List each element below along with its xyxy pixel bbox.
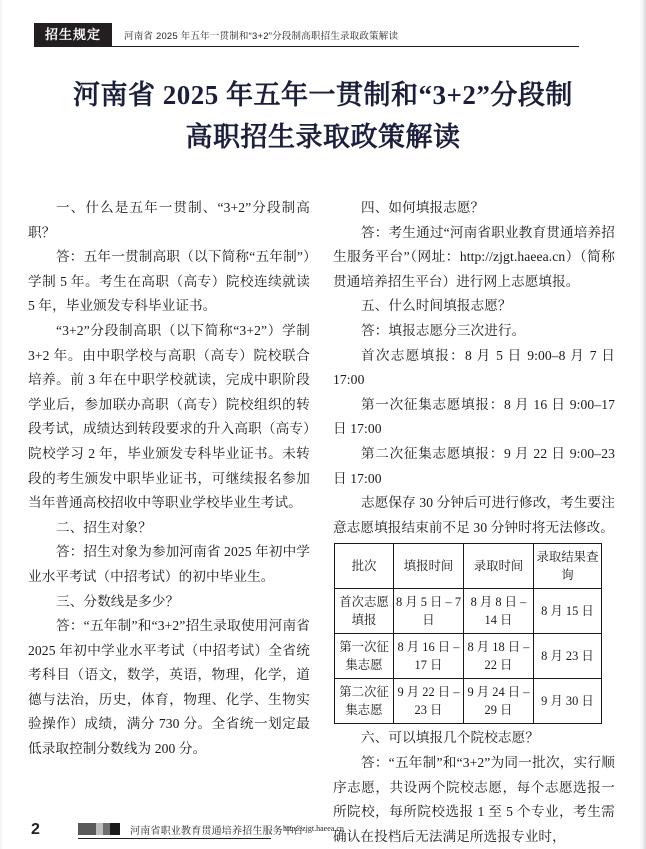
table-cell-admit-time: 9 月 24 日 – 29 日: [464, 679, 534, 724]
table-row: [335, 589, 602, 634]
table-cell-apply-time: 8 月 5 日 – 7 日: [394, 589, 464, 634]
footer-bar-decoration: [78, 823, 120, 835]
paragraph-q3: 三、分数线是多少？: [56, 593, 180, 609]
running-head: [34, 23, 579, 47]
running-head-badge: 招生规定: [34, 23, 112, 47]
paragraph-a1b: “3+2”分段制高职（以下简称“3+2”）学制 3+2 年。由中职学校与高职（高专）院校联合培养。前 3 年在中职学校就读，完成中职阶段学业后，参加联办高职（高专）院校组织的转段考试，成绩达到转段要求的升入高职（高专）院校学习 2 年，毕业颁发专科毕业证书。未转段的考生颁发中职毕业证书，可继续报名参加当年普通高校招收中等职业学校毕业生考试。: [28, 322, 310, 511]
footer-bar-segment-4: [110, 823, 120, 835]
table-cell-result-query: 9 月 30 日: [534, 679, 602, 724]
schedule-table-wrapper: [333, 543, 615, 724]
paragraph-q4: 四、如何填报志愿？: [361, 200, 485, 215]
table-cell-batch: 第一次征集志愿: [335, 634, 394, 679]
table-header-result-query: 录取结果查询: [534, 544, 602, 589]
running-head-rule: [34, 46, 579, 47]
table-header-batch: 批次: [335, 544, 394, 589]
table-row: [335, 679, 602, 724]
table-cell-apply-time: 8 月 16 日 – 17 日: [394, 634, 464, 679]
paragraph-a4: 答：考生通过“河南省职业教育贯通培养招生服务平台”（网址：http://zjgt.haeea.cn）（简称贯通培养招生平台）进行网上志愿填报。: [333, 224, 615, 289]
paragraph-schedule-second: 第一次征集志愿填报：8 月 16 日 9:00–17 日 17:00: [333, 396, 615, 437]
table-cell-batch: 第二次征集志愿: [335, 679, 394, 724]
paragraph-q6: 六、可以填报几个院校志愿？: [361, 730, 540, 746]
table-cell-batch: 首次志愿填报: [335, 589, 394, 634]
table-cell-result-query: 8 月 23 日: [534, 634, 602, 679]
running-head-title: 河南省 2025 年五年一贯制和“3+2”分段制高职招生录取政策解读: [124, 31, 399, 42]
page-footer: [0, 811, 646, 849]
paragraph-a3: 答：“五年制”和“3+2”招生录取使用河南省 2025 年初中学业水平考试（中招考试）全省统考科目（语文，数学，英语，物理，化学，道德与法治，历史，体育，物理、化学、生物实验操作）成绩，满分 730 分。全省统一划定最低录取控制分数线为 200 分。: [28, 618, 310, 757]
paragraph-a1: 答：五年一贯制高职（以下简称“五年制”）学制 5 年。考生在高职（高专）院校连续就读 5 年，毕业颁发专科毕业证书。: [28, 249, 310, 314]
paragraph-a6: 答：“五年制”和“3+2”为同一批次，实行顺序志愿，共设两个院校志愿，每个志愿选报一所院校，每所院校选报 1 至 5 个专业，考生需确认在投档后无法满足所选报专业时，: [333, 754, 615, 844]
body-columns: [0, 196, 646, 844]
page-number: 2: [31, 821, 40, 838]
page-title-line-1: 河南省 2025 年五年一贯制和“3+2”分段制: [73, 80, 573, 110]
footer-bar-segment-1: [78, 823, 96, 835]
right-column: [333, 196, 615, 849]
paragraph-schedule-third: 第二次征集志愿填报：9 月 22 日 9:00–23 日 17:00: [333, 445, 615, 486]
paragraph-a2: 答：招生对象为参加河南省 2025 年初中学业水平考试（中招考试）的初中毕业生。: [28, 544, 310, 584]
paragraph-save-note: 志愿保存 30 分钟后可进行修改，考生要注意志愿填报结束前不足 30 分钟时将无法修改。: [333, 495, 615, 535]
page-title: [34, 74, 612, 158]
paragraph-a5: 答：填报志愿分三次进行。: [361, 322, 526, 338]
table-header-admit-time: 录取时间: [464, 544, 534, 589]
paragraph-q1: 一、什么是五年一贯制、“3+2”分段制高职？: [28, 200, 310, 240]
paragraph-q2: 二、招生对象？: [56, 519, 152, 535]
footer-url: http://zjgt.haeea.cn: [283, 824, 344, 833]
table-header-apply-time: 填报时间: [394, 544, 464, 589]
page-title-line-2: 高职招生录取政策解读: [185, 122, 461, 152]
footer-rule: [78, 838, 271, 839]
left-column: [28, 196, 310, 762]
table-cell-apply-time: 9 月 22 日 – 23 日: [394, 679, 464, 724]
footer-bar-segment-3: [103, 823, 110, 835]
table-row: [335, 634, 602, 679]
footer-platform-name: 河南省职业教育贯通培养招生服务平台: [130, 826, 304, 837]
paragraph-schedule-first: 首次志愿填报：8 月 5 日 9:00–8 月 7 日 17:00: [333, 347, 615, 388]
table-cell-result-query: 8 月 15 日: [534, 589, 602, 634]
schedule-table: [334, 543, 602, 724]
paragraph-q5: 五、什么时间填报志愿？: [361, 298, 512, 314]
table-cell-admit-time: 8 月 8 日 – 14 日: [464, 589, 534, 634]
footer-bar-segment-2: [96, 823, 103, 835]
table-cell-admit-time: 8 月 18 日 – 22 日: [464, 634, 534, 679]
table-header-row: [335, 544, 602, 589]
